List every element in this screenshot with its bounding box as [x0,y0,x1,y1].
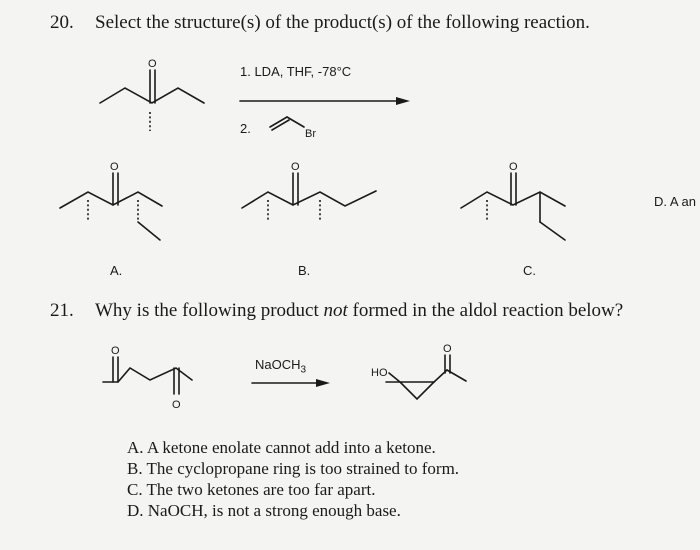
q20-b-oxygen: O [291,161,300,173]
q21-answer-c[interactable]: C. The two ketones are too far apart. [127,480,376,499]
q20-option-b-structure [242,161,376,222]
q20-bromine-atom: Br [305,128,316,140]
q20-option-b-label[interactable]: B. [298,263,311,278]
q20-reagent-2-prefix: 2. [240,121,251,136]
q20-allyl-bromide [270,117,316,140]
q21-starting-diketone [103,345,192,411]
q20-sm-oxygen: O [148,58,157,70]
q20-a-oxygen: O [110,161,119,173]
q20-option-c-label[interactable]: C. [523,263,536,278]
q21-product-hydroxyl: HO [371,367,388,379]
q20-option-a-structure [60,161,162,240]
q21-reaction-arrow [252,379,330,387]
q20-prompt: Select the structure(s) of the product(s) of the following reaction. [95,12,590,33]
q21-sm-oxygen-top: O [111,345,120,357]
q21-product-oxygen: O [443,343,452,355]
q20-reaction-arrow [240,97,410,105]
q21-sm-oxygen-bottom: O [172,399,181,411]
q20-option-d: D. A an [654,194,696,209]
q20-number: 20. [50,12,74,33]
q20-option-a-label[interactable]: A. [110,263,123,278]
q21-reagent-subscript: 3 [300,364,307,376]
q20-c-oxygen: O [509,161,518,173]
q20-option-c-structure [461,161,565,240]
q21-answer-a[interactable]: A. A ketone enolate cannot add into a ketone. [127,438,436,457]
q21-product [371,343,466,399]
q20-starting-material [100,58,204,131]
q21-prompt-pre: Why is the following product [95,300,324,321]
q21-number: 21. [50,300,74,321]
q21-prompt-post: formed in the aldol reaction below? [347,300,624,321]
q21-prompt-emphasis: not [323,300,348,321]
q21-answer-d[interactable]: D. NaOCH, is not a strong enough base. [127,501,401,520]
q21-answer-b[interactable]: B. The cyclopropane ring is too strained to form. [127,459,460,478]
q20-reagent-1: 1. LDA, THF, -78°C [240,64,352,79]
q21-reagent-formula: NaOCH [255,357,301,372]
